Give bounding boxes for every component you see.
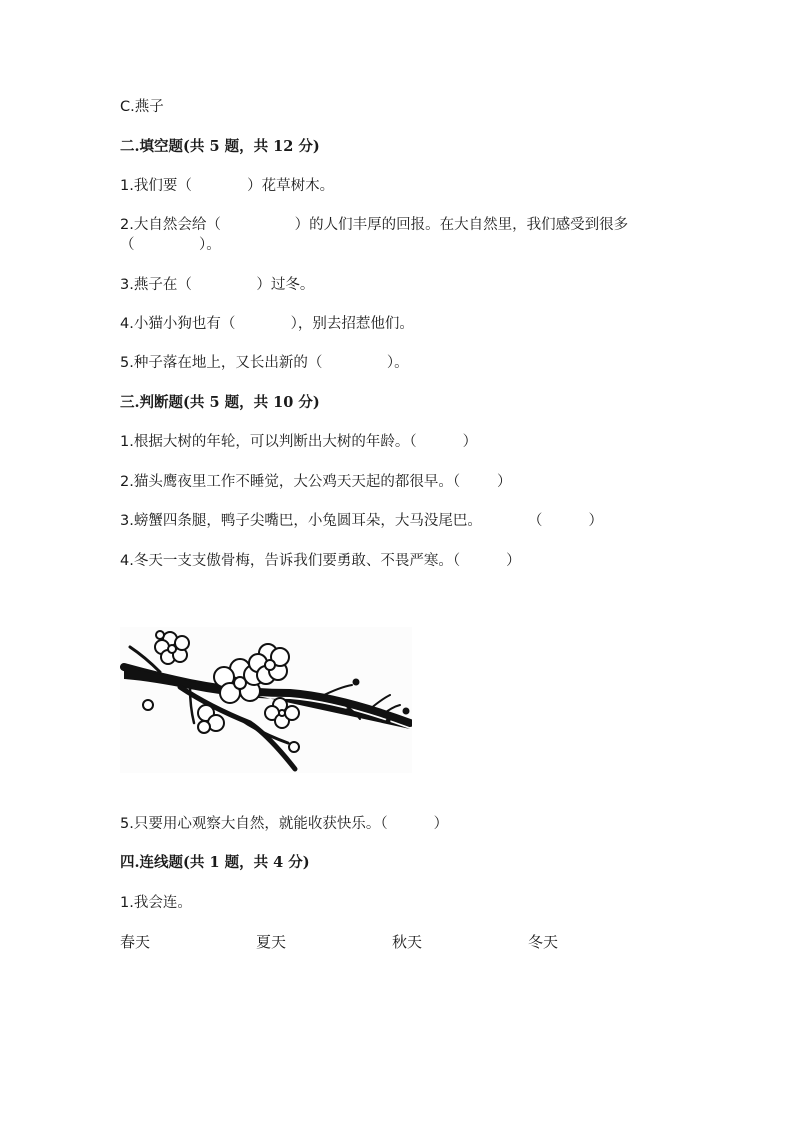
judge-question-3: 3.螃蟹四条腿，鸭子尖嘴巴，小兔圆耳朵，大马没尾巴。 （ ） [120,513,604,529]
section-2-heading: 二.填空题(共 5 题，共 12 分) [120,138,320,155]
fill-question-2-line-1: 2.大自然会给（ ）的人们丰厚的回报。在大自然里，我们感受到很多 [120,217,629,233]
judge-question-1: 1.根据大树的年轮，可以判断出大树的年龄。（ ） [120,434,478,450]
season-spring: 春天 [120,933,151,951]
section-3-heading: 三.判断题(共 5 题，共 10 分) [120,394,320,411]
judge-question-5: 5.只要用心观察大自然，就能收获快乐。（ ） [120,816,449,832]
matching-question-1: 1.我会连。 [120,895,192,911]
fill-question-1: 1.我们要（ ）花草树木。 [120,178,335,194]
fill-question-3: 3.燕子在（ ）过冬。 [120,277,315,293]
season-summer: 夏天 [256,933,287,951]
plum-blossom-illustration [120,627,412,773]
judge-question-2: 2.猫头鹰夜里工作不睡觉，大公鸡天天起的都很早。（ ） [120,474,512,490]
previous-option-c: C.燕子 [120,99,164,115]
season-autumn: 秋天 [392,933,423,951]
section-4-heading: 四.连线题(共 1 题，共 4 分) [120,854,310,871]
season-winter: 冬天 [528,933,559,951]
fill-question-4: 4.小猫小狗也有（ ），别去招惹他们。 [120,316,414,332]
fill-question-5: 5.种子落在地上，又长出新的（ ）。 [120,355,409,371]
fill-question-2-line-2: （ ）。 [120,237,221,253]
judge-question-4: 4.冬天一支支傲骨梅，告诉我们要勇敢、不畏严寒。（ ） [120,553,521,569]
